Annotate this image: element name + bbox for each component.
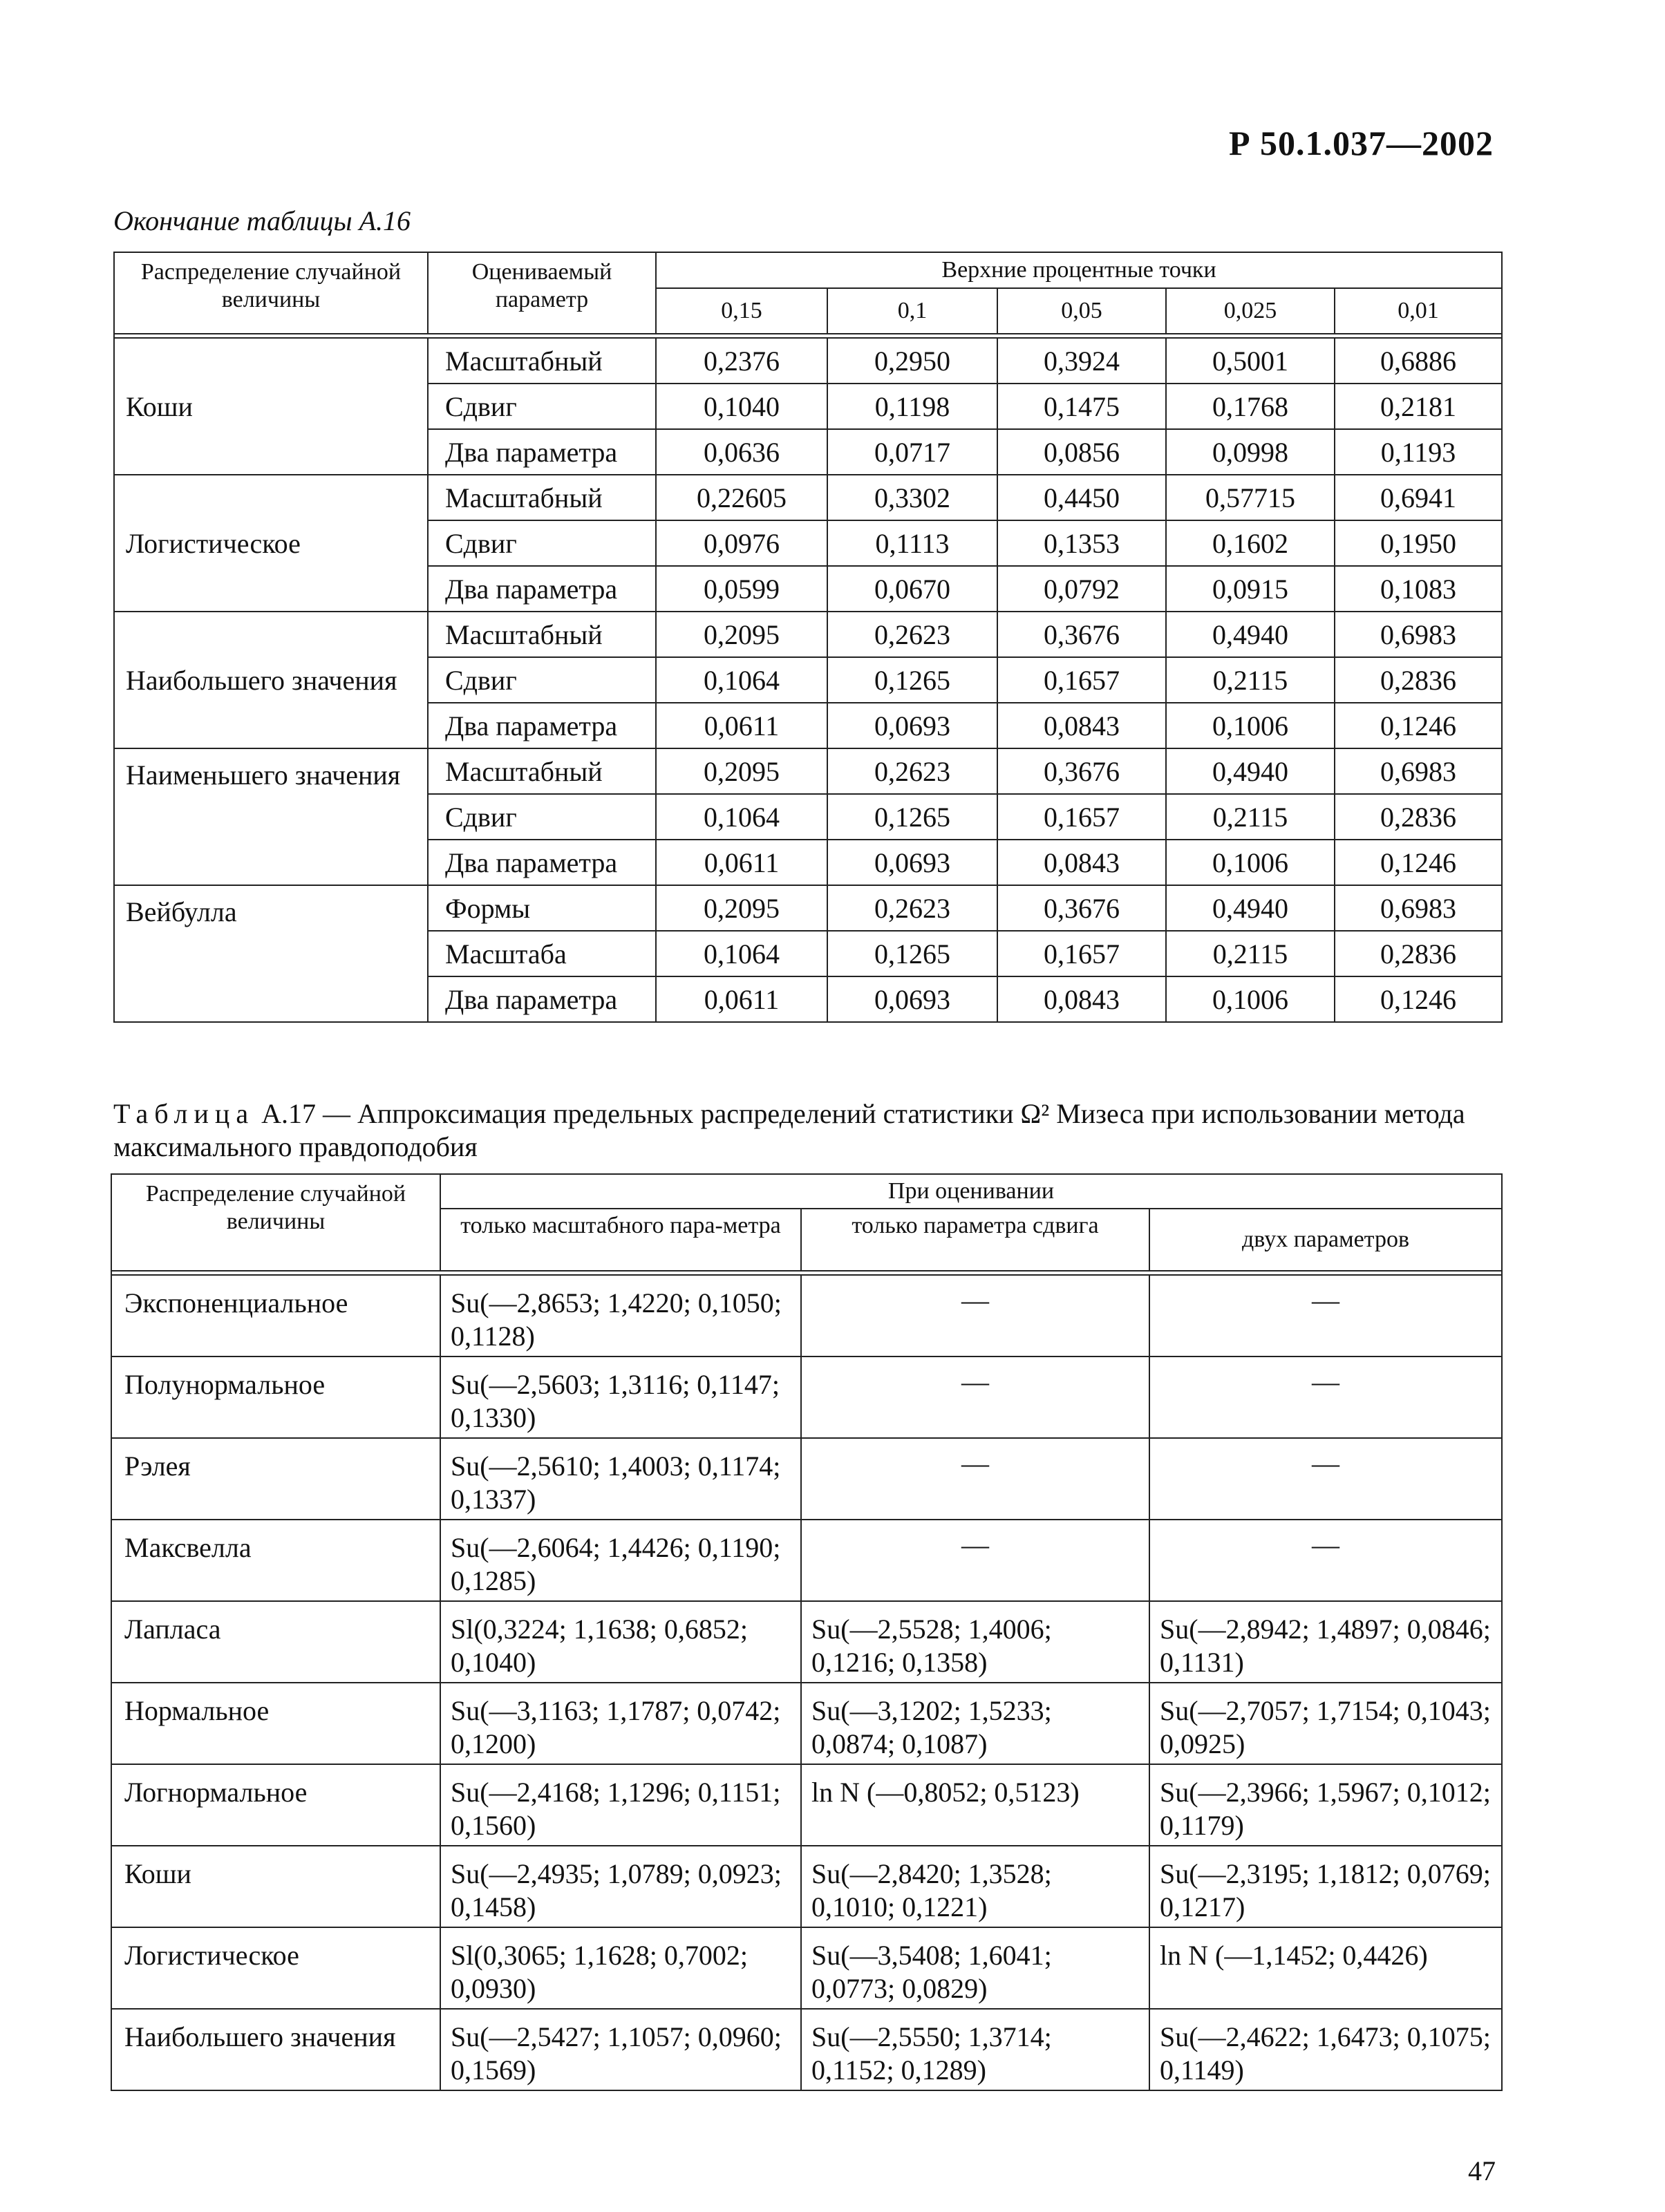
percent-point-value: 0,1602	[1166, 520, 1335, 566]
table-row	[111, 1927, 1502, 2009]
percent-point-value: 0,0976	[656, 520, 827, 566]
distribution-name: Логистическое	[114, 475, 428, 612]
header-level: 0,025	[1166, 288, 1335, 334]
both-params-approximation: Su(—2,7057; 1,7154; 0,1043; 0,0925)	[1149, 1683, 1502, 1764]
distribution-name: Коши	[114, 338, 428, 475]
percent-point-value: 0,0636	[656, 429, 827, 475]
header-level: 0,1	[827, 288, 997, 334]
header-level: 0,05	[997, 288, 1166, 334]
percent-point-value: 0,1475	[997, 384, 1166, 429]
percent-point-value: 0,0611	[656, 840, 827, 885]
parameter-name: Масштабный	[428, 338, 656, 384]
caption-text: А.17 — Аппроксимация предельных распределений статистики Ω² Мизеса при использовании метода максимального правдоподобия	[113, 1098, 1465, 1162]
percent-point-value: 0,3676	[997, 885, 1166, 931]
parameter-name: Сдвиг	[428, 794, 656, 840]
page-number: 47	[1468, 2155, 1496, 2186]
table-row	[111, 1764, 1502, 1846]
distribution-name: Наибольшего значения	[114, 612, 428, 748]
percent-point-value: 0,1657	[997, 657, 1166, 703]
scale-only-approximation: Su(—2,8653; 1,4220; 0,1050; 0,1128)	[440, 1275, 801, 1356]
percent-point-value: 0,2115	[1166, 931, 1335, 976]
scale-only-approximation: Su(—2,4168; 1,1296; 0,1151; 0,1560)	[440, 1764, 801, 1846]
percent-point-value: 0,1040	[656, 384, 827, 429]
percent-point-value: 0,2095	[656, 612, 827, 657]
percent-point-value: 0,2095	[656, 748, 827, 794]
both-params-approximation: Su(—2,3195; 1,1812; 0,0769; 0,1217)	[1149, 1846, 1502, 1927]
percent-point-value: 0,0998	[1166, 429, 1335, 475]
percent-point-value: 0,1113	[827, 520, 997, 566]
percent-point-value: 0,2115	[1166, 794, 1335, 840]
document-number: Р 50.1.037—2002	[1228, 124, 1494, 162]
percent-point-value: 0,0599	[656, 566, 827, 612]
percent-point-value: 0,1083	[1335, 566, 1502, 612]
header-distribution: Распределение случайной величины	[114, 252, 428, 334]
scale-only-approximation: Su(—3,1163; 1,1787; 0,0742; 0,1200)	[440, 1683, 801, 1764]
shift-only-approximation: Su(—3,1202; 1,5233; 0,0874; 0,1087)	[801, 1683, 1149, 1764]
scale-only-approximation: Su(—2,5610; 1,4003; 0,1174; 0,1337)	[440, 1438, 801, 1520]
percent-point-value: 0,6983	[1335, 748, 1502, 794]
table-a16-caption: Окончание таблицы А.16	[113, 205, 411, 236]
percent-point-value: 0,2095	[656, 885, 827, 931]
parameter-name: Сдвиг	[428, 657, 656, 703]
percent-point-value: 0,1064	[656, 657, 827, 703]
percent-point-value: 0,3302	[827, 475, 997, 520]
percent-point-value: 0,0856	[997, 429, 1166, 475]
distribution-name: Наименьшего значения	[114, 748, 428, 885]
table-row	[111, 1356, 1502, 1438]
distribution-name: Наибольшего значения	[111, 2009, 440, 2090]
table-row	[114, 475, 1502, 520]
table-row	[111, 1846, 1502, 1927]
both-params-approximation: —	[1149, 1356, 1502, 1438]
percent-point-value: 0,2181	[1335, 384, 1502, 429]
percent-point-value: 0,0915	[1166, 566, 1335, 612]
parameter-name: Формы	[428, 885, 656, 931]
percent-point-value: 0,1064	[656, 931, 827, 976]
percent-point-value: 0,1657	[997, 794, 1166, 840]
table-row	[111, 1601, 1502, 1683]
scale-only-approximation: Su(—2,5427; 1,1057; 0,0960; 0,1569)	[440, 2009, 801, 2090]
header-level: 0,15	[656, 288, 827, 334]
percent-point-value: 0,6941	[1335, 475, 1502, 520]
percent-point-value: 0,4940	[1166, 885, 1335, 931]
percent-point-value: 0,2623	[827, 748, 997, 794]
percent-point-value: 0,0611	[656, 703, 827, 748]
percent-point-value: 0,2623	[827, 612, 997, 657]
both-params-approximation: —	[1149, 1275, 1502, 1356]
percent-point-value: 0,0717	[827, 429, 997, 475]
table-a17	[111, 1173, 1503, 2091]
shift-only-approximation: —	[801, 1356, 1149, 1438]
table-row	[111, 1520, 1502, 1601]
both-params-approximation: —	[1149, 1438, 1502, 1520]
percent-point-value: 0,1353	[997, 520, 1166, 566]
percent-point-value: 0,1064	[656, 794, 827, 840]
percent-point-value: 0,3924	[997, 338, 1166, 384]
percent-point-value: 0,1265	[827, 931, 997, 976]
percent-point-value: 0,57715	[1166, 475, 1335, 520]
shift-only-approximation: Su(—2,5550; 1,3714; 0,1152; 0,1289)	[801, 2009, 1149, 2090]
table-row	[114, 338, 1502, 384]
parameter-name: Сдвиг	[428, 384, 656, 429]
both-params-approximation: Su(—2,8942; 1,4897; 0,0846; 0,1131)	[1149, 1601, 1502, 1683]
header-parameter: Оцениваемый параметр	[428, 252, 656, 334]
percent-point-value: 0,2950	[827, 338, 997, 384]
distribution-name: Логистическое	[111, 1927, 440, 2009]
percent-point-value: 0,1246	[1335, 976, 1502, 1022]
percent-point-value: 0,0611	[656, 976, 827, 1022]
shift-only-approximation: ln N (—0,8052; 0,5123)	[801, 1764, 1149, 1846]
table-row	[111, 1275, 1502, 1356]
table-a16	[113, 252, 1503, 1023]
percent-point-value: 0,1006	[1166, 840, 1335, 885]
table-row	[114, 612, 1502, 657]
percent-point-value: 0,1265	[827, 657, 997, 703]
percent-point-value: 0,1193	[1335, 429, 1502, 475]
percent-point-value: 0,6886	[1335, 338, 1502, 384]
table-a16-body	[114, 334, 1502, 1022]
percent-point-value: 0,3676	[997, 748, 1166, 794]
percent-point-value: 0,0792	[997, 566, 1166, 612]
percent-point-value: 0,2836	[1335, 657, 1502, 703]
table-row	[111, 1683, 1502, 1764]
shift-only-approximation: —	[801, 1438, 1149, 1520]
parameter-name: Два параметра	[428, 703, 656, 748]
percent-point-value: 0,0843	[997, 976, 1166, 1022]
parameter-name: Масштабный	[428, 748, 656, 794]
percent-point-value: 0,1246	[1335, 703, 1502, 748]
distribution-name: Нормальное	[111, 1683, 440, 1764]
table-a17-caption	[113, 1097, 1503, 1164]
distribution-name: Логнормальное	[111, 1764, 440, 1846]
shift-only-approximation: Su(—2,5528; 1,4006; 0,1216; 0,1358)	[801, 1601, 1149, 1683]
percent-point-value: 0,1768	[1166, 384, 1335, 429]
both-params-approximation: Su(—2,3966; 1,5967; 0,1012; 0,1179)	[1149, 1764, 1502, 1846]
percent-point-value: 0,0693	[827, 976, 997, 1022]
parameter-name: Сдвиг	[428, 520, 656, 566]
shift-only-approximation: —	[801, 1275, 1149, 1356]
percent-point-value: 0,4940	[1166, 612, 1335, 657]
distribution-name: Рэлея	[111, 1438, 440, 1520]
parameter-name: Два параметра	[428, 840, 656, 885]
parameter-name: Два параметра	[428, 566, 656, 612]
parameter-name: Два параметра	[428, 976, 656, 1022]
header-distribution: Распределение случайной величины	[111, 1174, 440, 1271]
percent-point-value: 0,4940	[1166, 748, 1335, 794]
distribution-name: Коши	[111, 1846, 440, 1927]
percent-point-value: 0,1246	[1335, 840, 1502, 885]
percent-point-value: 0,1265	[827, 794, 997, 840]
caption-label: Таблица	[113, 1098, 255, 1129]
header-scale-only: только масштабного пара-метра	[440, 1209, 801, 1271]
table-row	[114, 748, 1502, 794]
scale-only-approximation: Sl(0,3224; 1,1638; 0,6852; 0,1040)	[440, 1601, 801, 1683]
percent-point-value: 0,0843	[997, 703, 1166, 748]
scale-only-approximation: Su(—2,6064; 1,4426; 0,1190; 0,1285)	[440, 1520, 801, 1601]
percent-point-value: 0,3676	[997, 612, 1166, 657]
parameter-name: Масштабный	[428, 612, 656, 657]
header-upper-points: Верхние процентные точки	[656, 252, 1502, 288]
percent-point-value: 0,5001	[1166, 338, 1335, 384]
distribution-name: Максвелла	[111, 1520, 440, 1601]
percent-point-value: 0,2623	[827, 885, 997, 931]
distribution-name: Лапласа	[111, 1601, 440, 1683]
both-params-approximation: —	[1149, 1520, 1502, 1601]
percent-point-value: 0,2836	[1335, 931, 1502, 976]
both-params-approximation: ln N (—1,1452; 0,4426)	[1149, 1927, 1502, 2009]
parameter-name: Масштабный	[428, 475, 656, 520]
percent-point-value: 0,1198	[827, 384, 997, 429]
percent-point-value: 0,0670	[827, 566, 997, 612]
table-row	[111, 2009, 1502, 2090]
percent-point-value: 0,2376	[656, 338, 827, 384]
scale-only-approximation: Su(—2,4935; 1,0789; 0,0923; 0,1458)	[440, 1846, 801, 1927]
percent-point-value: 0,2115	[1166, 657, 1335, 703]
table-row	[114, 885, 1502, 931]
header-shift-only: только параметра сдвига	[801, 1209, 1149, 1271]
percent-point-value: 0,4450	[997, 475, 1166, 520]
percent-point-value: 0,0693	[827, 703, 997, 748]
parameter-name: Масштаба	[428, 931, 656, 976]
shift-only-approximation: —	[801, 1520, 1149, 1601]
percent-point-value: 0,6983	[1335, 612, 1502, 657]
parameter-name: Два параметра	[428, 429, 656, 475]
header-both: двух параметров	[1149, 1209, 1502, 1271]
header-estimation: При оценивании	[440, 1174, 1502, 1209]
percent-point-value: 0,2836	[1335, 794, 1502, 840]
scale-only-approximation: Su(—2,5603; 1,3116; 0,1147; 0,1330)	[440, 1356, 801, 1438]
percent-point-value: 0,0693	[827, 840, 997, 885]
distribution-name: Полунормальное	[111, 1356, 440, 1438]
header-level: 0,01	[1335, 288, 1502, 334]
percent-point-value: 0,1950	[1335, 520, 1502, 566]
percent-point-value: 0,1657	[997, 931, 1166, 976]
percent-point-value: 0,6983	[1335, 885, 1502, 931]
distribution-name: Экспоненциальное	[111, 1275, 440, 1356]
percent-point-value: 0,1006	[1166, 976, 1335, 1022]
table-a17-body	[111, 1271, 1502, 2090]
both-params-approximation: Su(—2,4622; 1,6473; 0,1075; 0,1149)	[1149, 2009, 1502, 2090]
shift-only-approximation: Su(—2,8420; 1,3528; 0,1010; 0,1221)	[801, 1846, 1149, 1927]
shift-only-approximation: Su(—3,5408; 1,6041; 0,0773; 0,0829)	[801, 1927, 1149, 2009]
table-row	[111, 1438, 1502, 1520]
percent-point-value: 0,1006	[1166, 703, 1335, 748]
distribution-name: Вейбулла	[114, 885, 428, 1022]
percent-point-value: 0,0843	[997, 840, 1166, 885]
percent-point-value: 0,22605	[656, 475, 827, 520]
scale-only-approximation: Sl(0,3065; 1,1628; 0,7002; 0,0930)	[440, 1927, 801, 2009]
